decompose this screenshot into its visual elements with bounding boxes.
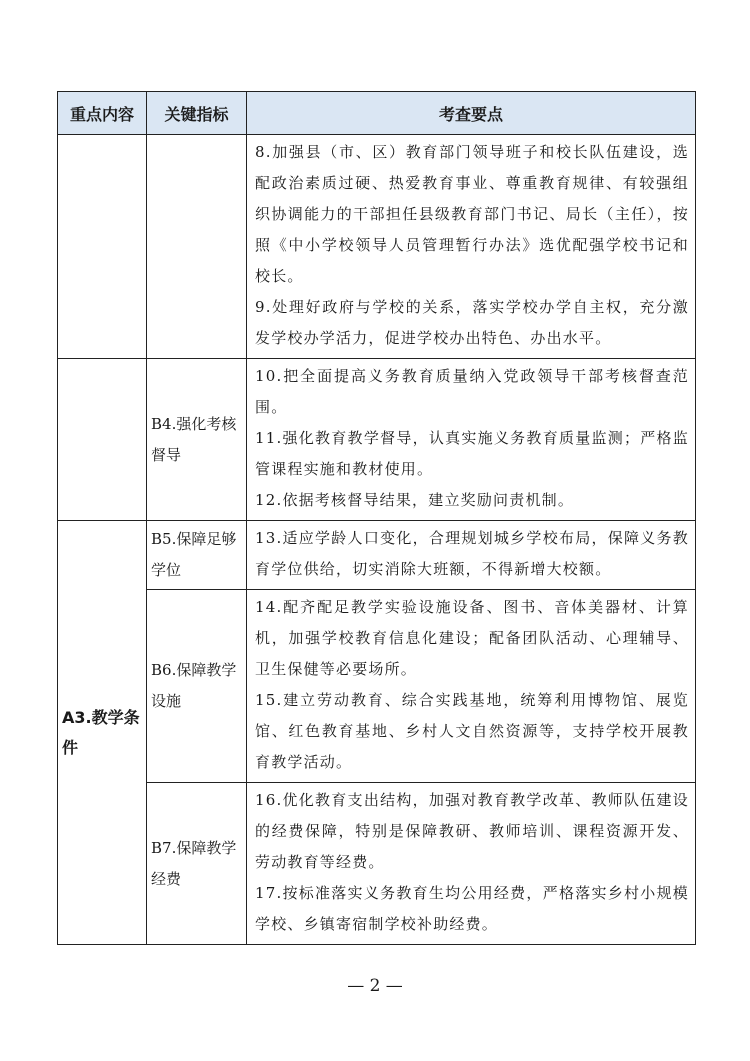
table-row xyxy=(58,521,696,590)
key-content-cell xyxy=(58,135,147,359)
table-row xyxy=(58,359,696,521)
check-point: 10.把全面提高义务教育质量纳入党政领导干部考核督查范围。 xyxy=(255,367,689,416)
check-point: 17.按标准落实义务教育生均公用经费，严格落实乡村小规模学校、乡镇寄宿制学校补助经费。 xyxy=(255,884,689,933)
header-key-indicator: 关键指标 xyxy=(147,92,247,135)
check-point: 9.处理好政府与学校的关系，落实学校办学自主权，充分激发学校办学活力，促进学校办出特色、办出水平。 xyxy=(255,298,689,347)
page-number: — 2 — xyxy=(347,976,403,996)
check-point: 11.强化教育教学督导，认真实施义务教育质量监测；严格监管课程实施和教材使用。 xyxy=(255,429,689,478)
check-point: 15.建立劳动教育、综合实践基地，统筹利用博物馆、展览馆、红色教育基地、乡村人文自然资源等，支持学校开展教育教学活动。 xyxy=(255,691,689,771)
header-key-content: 重点内容 xyxy=(58,92,147,135)
check-points-cell xyxy=(247,135,696,359)
check-points-cell xyxy=(247,783,696,945)
key-indicator-cell: B7.保障教学经费 xyxy=(147,783,247,945)
key-indicator-cell xyxy=(147,135,247,359)
header-check-points: 考查要点 xyxy=(247,92,696,135)
key-content-cell: A3.教学条件 xyxy=(58,521,147,945)
check-points-cell xyxy=(247,590,696,783)
check-point: 14.配齐配足教学实验设施设备、图书、音体美器材、计算机，加强学校教育信息化建设；配备团队活动、心理辅导、卫生保健等必要场所。 xyxy=(255,598,689,678)
table-header-row xyxy=(58,92,696,135)
check-point: 13.适应学龄人口变化，合理规划城乡学校布局，保障义务教育学位供给，切实消除大班额，不得新增大校额。 xyxy=(255,529,689,578)
key-indicator-cell: B6.保障教学设施 xyxy=(147,590,247,783)
table-row xyxy=(58,590,696,783)
table-row xyxy=(58,783,696,945)
check-point: 8.加强县（市、区）教育部门领导班子和校长队伍建设，选配政治素质过硬、热爱教育事业、尊重教育规律、有较强组织协调能力的干部担任县级教育部门书记、局长（主任），按照《中小学校领导人员管理暂行办法》选优配强学校书记和校长。 xyxy=(255,143,689,285)
key-indicator-cell: B5.保障足够学位 xyxy=(147,521,247,590)
check-point: 12.依据考核督导结果，建立奖励问责机制。 xyxy=(255,491,575,509)
table-row xyxy=(58,135,696,359)
check-point: 16.优化教育支出结构，加强对教育教学改革、教师队伍建设的经费保障，特别是保障教研、教师培训、课程资源开发、劳动教育等经费。 xyxy=(255,791,689,871)
key-indicator-cell: B4.强化考核督导 xyxy=(147,359,247,521)
indicator-table xyxy=(57,91,696,945)
check-points-cell xyxy=(247,359,696,521)
key-content-cell-empty xyxy=(58,359,147,521)
check-points-cell xyxy=(247,521,696,590)
